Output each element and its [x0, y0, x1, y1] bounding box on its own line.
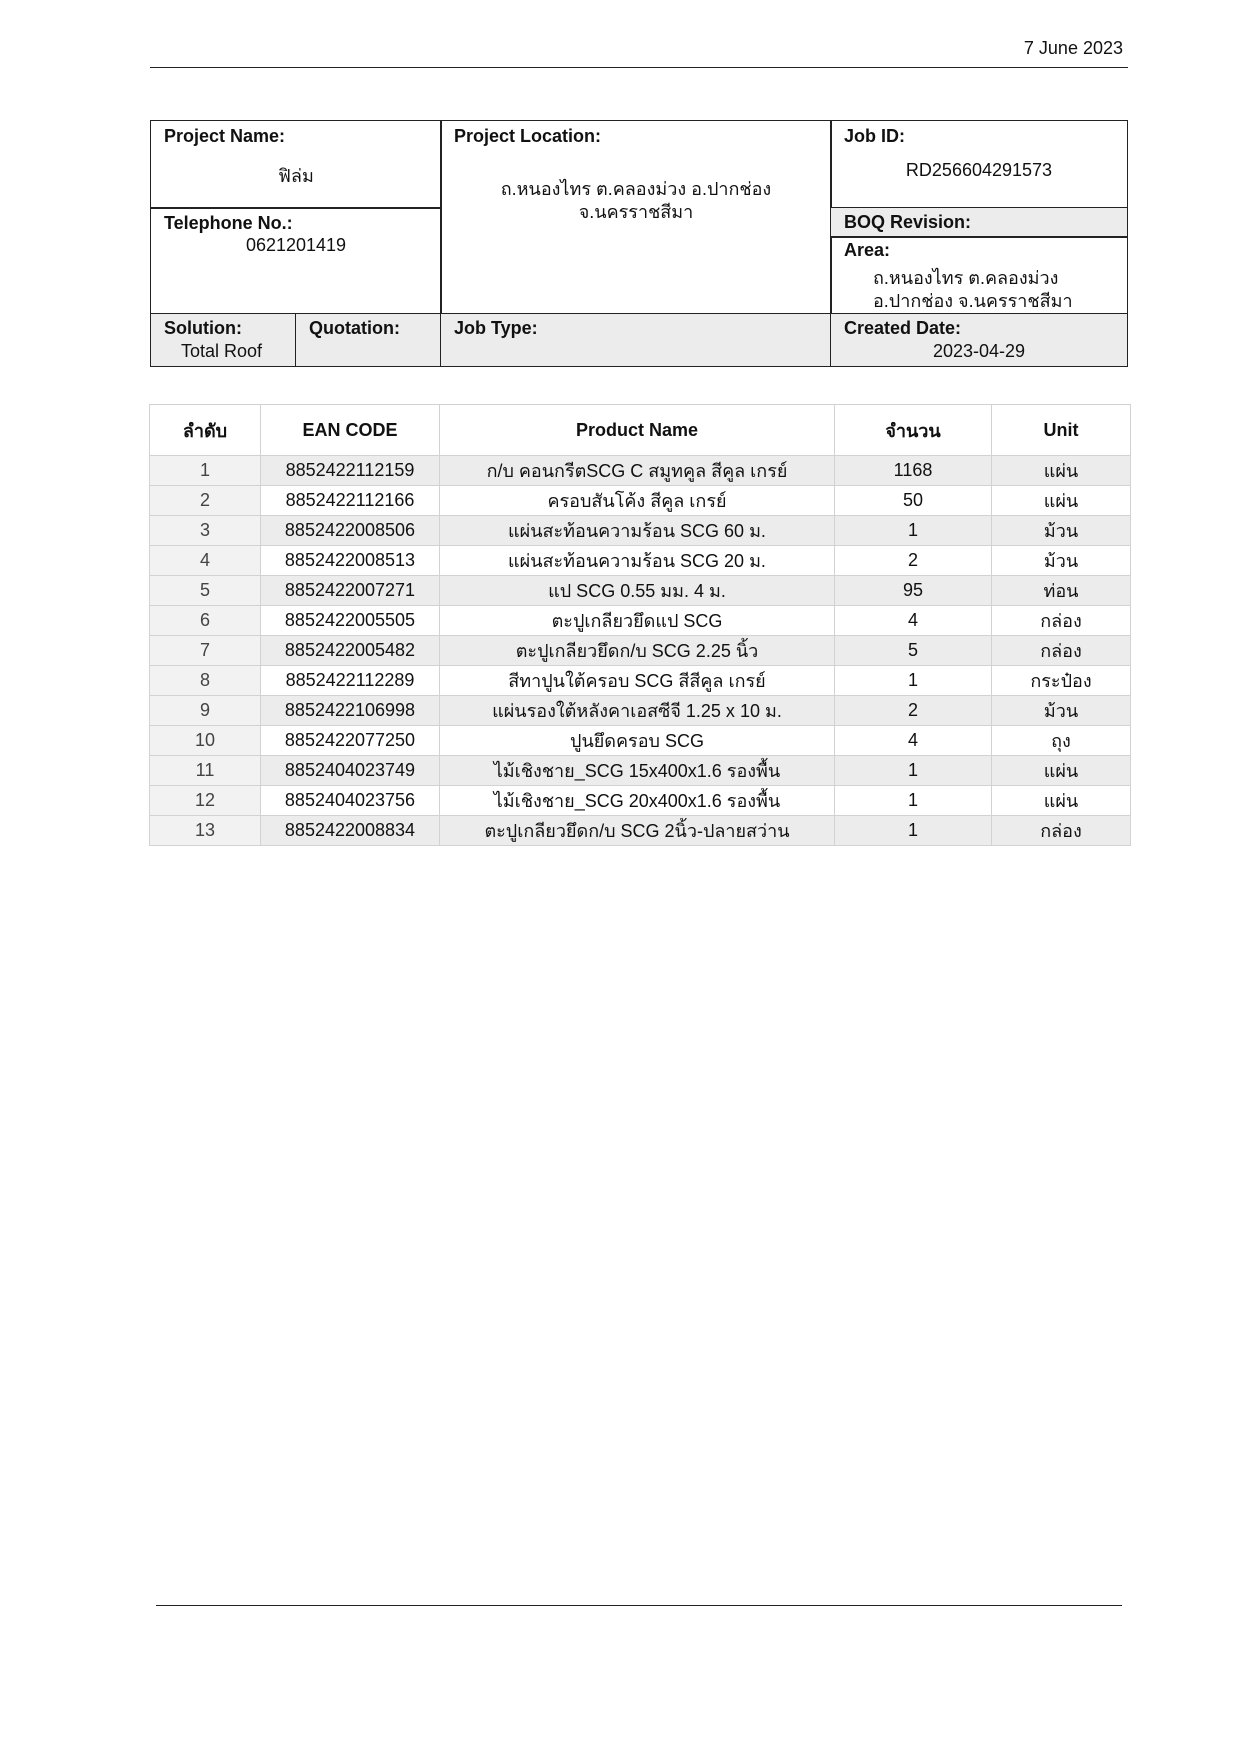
row-index: 3	[150, 516, 261, 546]
project-name-value: ฟิล่ม	[278, 166, 314, 186]
row-quantity: 1	[835, 816, 992, 846]
table-row	[150, 546, 1131, 576]
row-product-name: ครอบสันโค้ง สีคูล เกรย์	[440, 486, 835, 516]
project-location-line1: ถ.หนองไทร ต.คลองม่วง อ.ปากช่อง	[500, 179, 772, 199]
row-unit: กล่อง	[992, 606, 1131, 636]
row-product-name: ตะปูเกลียวยึดแป SCG	[440, 606, 835, 636]
row-quantity: 1	[835, 666, 992, 696]
row-product-name: ตะปูเกลียวยึดก/บ SCG 2นิ้ว-ปลายสว่าน	[440, 816, 835, 846]
row-product-name: ไม้เชิงชาย_SCG 15x400x1.6 รองพื้น	[440, 756, 835, 786]
job-id-label: Job ID:	[844, 126, 905, 146]
row-ean-code: 8852422112166	[261, 486, 440, 516]
created-date-value: 2023-04-29	[932, 341, 1026, 361]
row-ean-code: 8852404023756	[261, 786, 440, 816]
row-quantity: 2	[835, 546, 992, 576]
row-index: 12	[150, 786, 261, 816]
row-unit: ท่อน	[992, 576, 1131, 606]
row-ean-code: 8852422007271	[261, 576, 440, 606]
telephone-label: Telephone No.:	[164, 213, 293, 233]
quotation-cell	[295, 313, 442, 367]
job-type-cell	[440, 313, 832, 367]
table-row	[150, 486, 1131, 516]
row-product-name: สีทาปูนใต้ครอบ SCG สีสีคูล เกรย์	[440, 666, 835, 696]
boq-revision-cell	[830, 207, 1128, 238]
row-unit: แผ่น	[992, 786, 1131, 816]
row-ean-code: 8852422112289	[261, 666, 440, 696]
row-ean-code: 8852422106998	[261, 696, 440, 726]
header-quantity: จำนวน	[835, 405, 992, 456]
row-unit: กล่อง	[992, 816, 1131, 846]
row-index: 2	[150, 486, 261, 516]
row-index: 4	[150, 546, 261, 576]
row-quantity: 50	[835, 486, 992, 516]
project-location-label: Project Location:	[454, 126, 602, 146]
table-row	[150, 636, 1131, 666]
area-line2: อ.ปากช่อง จ.นครราชสีมา	[873, 291, 1073, 311]
row-index: 1	[150, 456, 261, 486]
row-ean-code: 8852422005505	[261, 606, 440, 636]
row-index: 5	[150, 576, 261, 606]
table-row	[150, 576, 1131, 606]
row-quantity: 4	[835, 606, 992, 636]
table-row	[150, 816, 1131, 846]
row-product-name: ไม้เชิงชาย_SCG 20x400x1.6 รองพื้น	[440, 786, 835, 816]
row-index: 7	[150, 636, 261, 666]
row-ean-code: 8852422077250	[261, 726, 440, 756]
table-row	[150, 786, 1131, 816]
row-unit: ม้วน	[992, 546, 1131, 576]
row-unit: แผ่น	[992, 756, 1131, 786]
row-product-name: ตะปูเกลียวยึดก/บ SCG 2.25 นิ้ว	[440, 636, 835, 666]
table-row	[150, 666, 1131, 696]
row-quantity: 2	[835, 696, 992, 726]
header-product-name: Product Name	[440, 405, 835, 456]
table-body	[150, 456, 1131, 846]
row-unit: ม้วน	[992, 516, 1131, 546]
row-unit: ถุง	[992, 726, 1131, 756]
header-ean-code: EAN CODE	[261, 405, 440, 456]
solution-value: Total Roof	[181, 341, 263, 361]
row-index: 9	[150, 696, 261, 726]
job-id-cell	[830, 120, 1128, 209]
row-quantity: 1168	[835, 456, 992, 486]
created-date-label: Created Date:	[844, 318, 962, 338]
table-row	[150, 726, 1131, 756]
row-index: 8	[150, 666, 261, 696]
area-label: Area:	[844, 240, 891, 260]
document-date: 7 June 2023	[1023, 38, 1123, 58]
row-index: 11	[150, 756, 261, 786]
area-cell	[830, 236, 1128, 315]
row-unit: กระป๋อง	[992, 666, 1131, 696]
table-row	[150, 606, 1131, 636]
header-index: ลำดับ	[150, 405, 261, 456]
row-quantity: 5	[835, 636, 992, 666]
row-ean-code: 8852422005482	[261, 636, 440, 666]
table-row	[150, 756, 1131, 786]
row-ean-code: 8852404023749	[261, 756, 440, 786]
telephone-cell	[150, 207, 442, 315]
table-row	[150, 456, 1131, 486]
table-row	[150, 696, 1131, 726]
row-unit: ม้วน	[992, 696, 1131, 726]
row-unit: แผ่น	[992, 456, 1131, 486]
boq-revision-label: BOQ Revision:	[844, 212, 972, 232]
row-quantity: 95	[835, 576, 992, 606]
row-quantity: 1	[835, 516, 992, 546]
row-product-name: แผ่นสะท้อนความร้อน SCG 20 ม.	[440, 546, 835, 576]
table-row	[150, 516, 1131, 546]
job-type-label: Job Type:	[454, 318, 538, 338]
project-name-cell	[150, 120, 442, 209]
row-quantity: 4	[835, 726, 992, 756]
row-index: 13	[150, 816, 261, 846]
row-unit: กล่อง	[992, 636, 1131, 666]
row-product-name: แป SCG 0.55 มม. 4 ม.	[440, 576, 835, 606]
row-unit: แผ่น	[992, 486, 1131, 516]
row-ean-code: 8852422008506	[261, 516, 440, 546]
job-id-value: RD256604291573	[905, 160, 1053, 180]
project-location-line2: จ.นครราชสีมา	[578, 202, 694, 222]
footer-divider	[156, 1605, 1122, 1606]
created-date-cell	[830, 313, 1128, 367]
row-ean-code: 8852422112159	[261, 456, 440, 486]
product-table	[149, 404, 1131, 846]
solution-cell	[150, 313, 297, 367]
row-quantity: 1	[835, 756, 992, 786]
telephone-value: 0621201419	[245, 235, 347, 255]
row-index: 10	[150, 726, 261, 756]
row-product-name: ปูนยึดครอบ SCG	[440, 726, 835, 756]
row-ean-code: 8852422008513	[261, 546, 440, 576]
quotation-label: Quotation:	[309, 318, 400, 338]
row-product-name: แผ่นสะท้อนความร้อน SCG 60 ม.	[440, 516, 835, 546]
row-product-name: แผ่นรองใต้หลังคาเอสซีจี 1.25 x 10 ม.	[440, 696, 835, 726]
row-ean-code: 8852422008834	[261, 816, 440, 846]
header-divider	[150, 67, 1128, 68]
project-info-box	[150, 120, 1128, 367]
project-location-cell	[440, 120, 832, 315]
solution-label: Solution:	[164, 318, 242, 338]
project-name-label: Project Name:	[164, 126, 286, 146]
row-product-name: ก/บ คอนกรีตSCG C สมูทคูล สีคูล เกรย์	[440, 456, 835, 486]
row-quantity: 1	[835, 786, 992, 816]
header-unit: Unit	[992, 405, 1131, 456]
row-index: 6	[150, 606, 261, 636]
table-header-row	[150, 405, 1131, 456]
area-line1: ถ.หนองไทร ต.คลองม่วง	[873, 268, 1059, 288]
